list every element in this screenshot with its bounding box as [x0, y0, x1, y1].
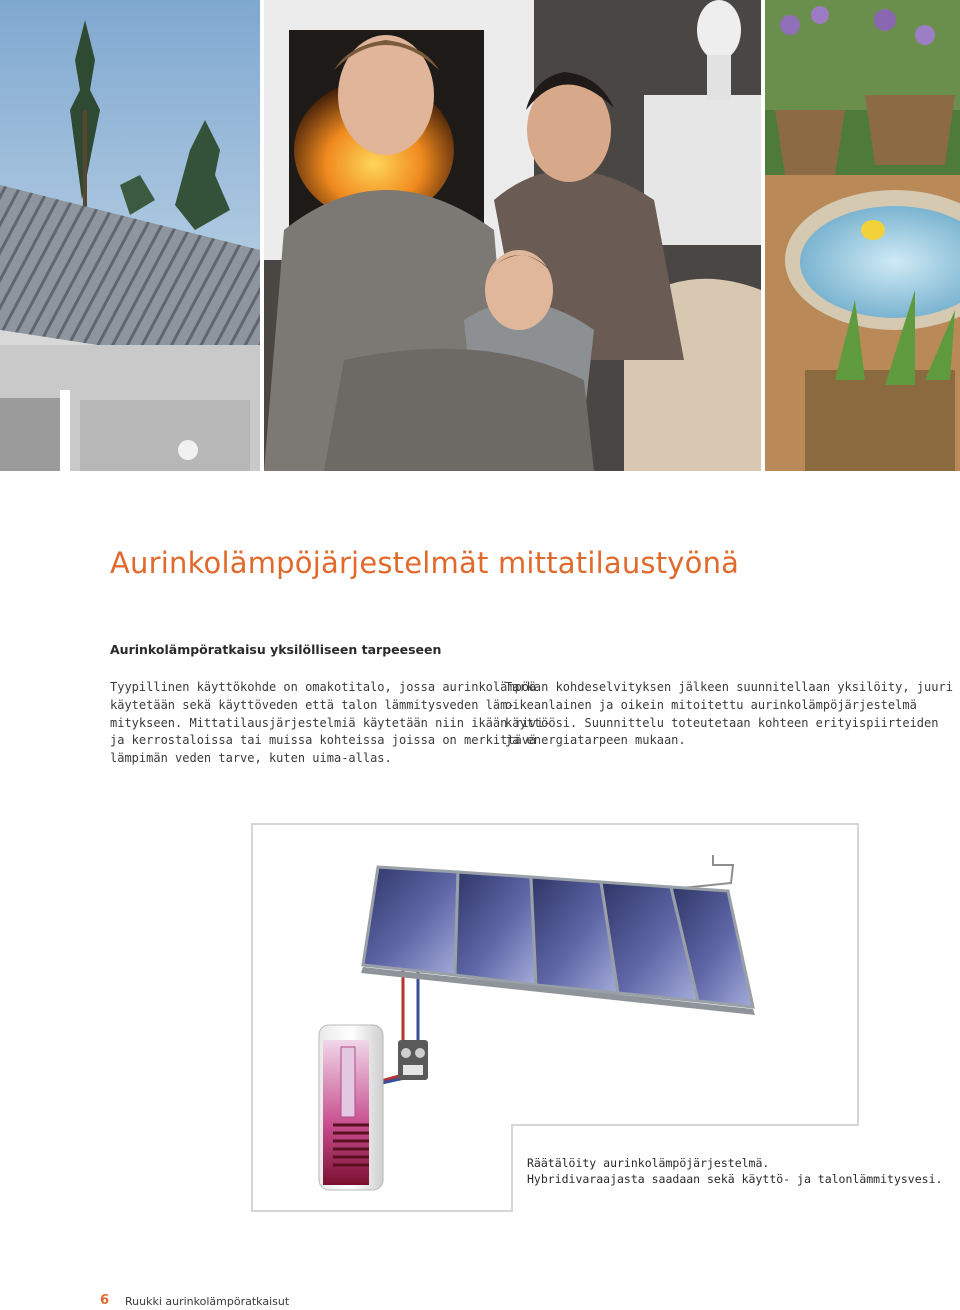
page-heading: Aurinkolämpöjärjestelmät mittatilaustyönä: [110, 546, 740, 580]
section-subheading: Aurinkolämpöratkaisu yksilölliseen tarpeeseen: [110, 642, 442, 657]
text-line: Tarkan kohdeselvityksen jälkeen suunnitellaan yksilöity, juuri: [505, 680, 953, 694]
text-line: mitykseen. Mittatilausjärjestelmiä käytetään niin ikään rivi-: [110, 715, 551, 730]
body-text-right: [505, 679, 953, 750]
text-line: oikeanlainen ja oikein mitoitettu aurinkolämpöjärjestelmä: [505, 697, 917, 712]
text-line: lämpimän veden tarve, kuten uima-allas.: [110, 751, 392, 766]
figure-caption-box: [511, 1124, 943, 1212]
text-line: ja kerrostaloissa tai muissa kohteissa joissa on merkittävä: [110, 733, 537, 748]
caption-line: Räätälöity aurinkolämpöjärjestelmä.: [527, 1156, 770, 1170]
outdoor-hot-tub-photo-icon: [765, 0, 960, 471]
family-by-fireplace-photo-icon: [264, 0, 761, 471]
pool-photo: [765, 0, 960, 471]
text-line: käyttöösi. Suunnittelu toteutetaan kohteen erityispiirteiden: [505, 715, 939, 730]
figure-caption: [527, 1156, 942, 1187]
caption-line: Hybridivaraajasta saadaan sekä käyttö- ja talonlämmitysvesi.: [527, 1171, 943, 1186]
family-photo: [264, 0, 761, 471]
text-line: Tyypillinen käyttökohde on omakotitalo, jossa aurinkolämpöä: [110, 680, 537, 694]
roof-photo: [0, 0, 260, 471]
page-number: 6: [100, 1293, 110, 1308]
metal-roof-house-photo-icon: [0, 0, 260, 471]
solar-system-figure: [251, 823, 943, 1212]
text-line: ja energiatarpeen mukaan.: [505, 733, 686, 748]
footer-title: Ruukki aurinkolämpöratkaisut: [125, 1295, 290, 1308]
text-line: käytetään sekä käyttöveden että talon lämmitysveden läm-: [110, 697, 515, 712]
body-text-left: [110, 679, 551, 768]
